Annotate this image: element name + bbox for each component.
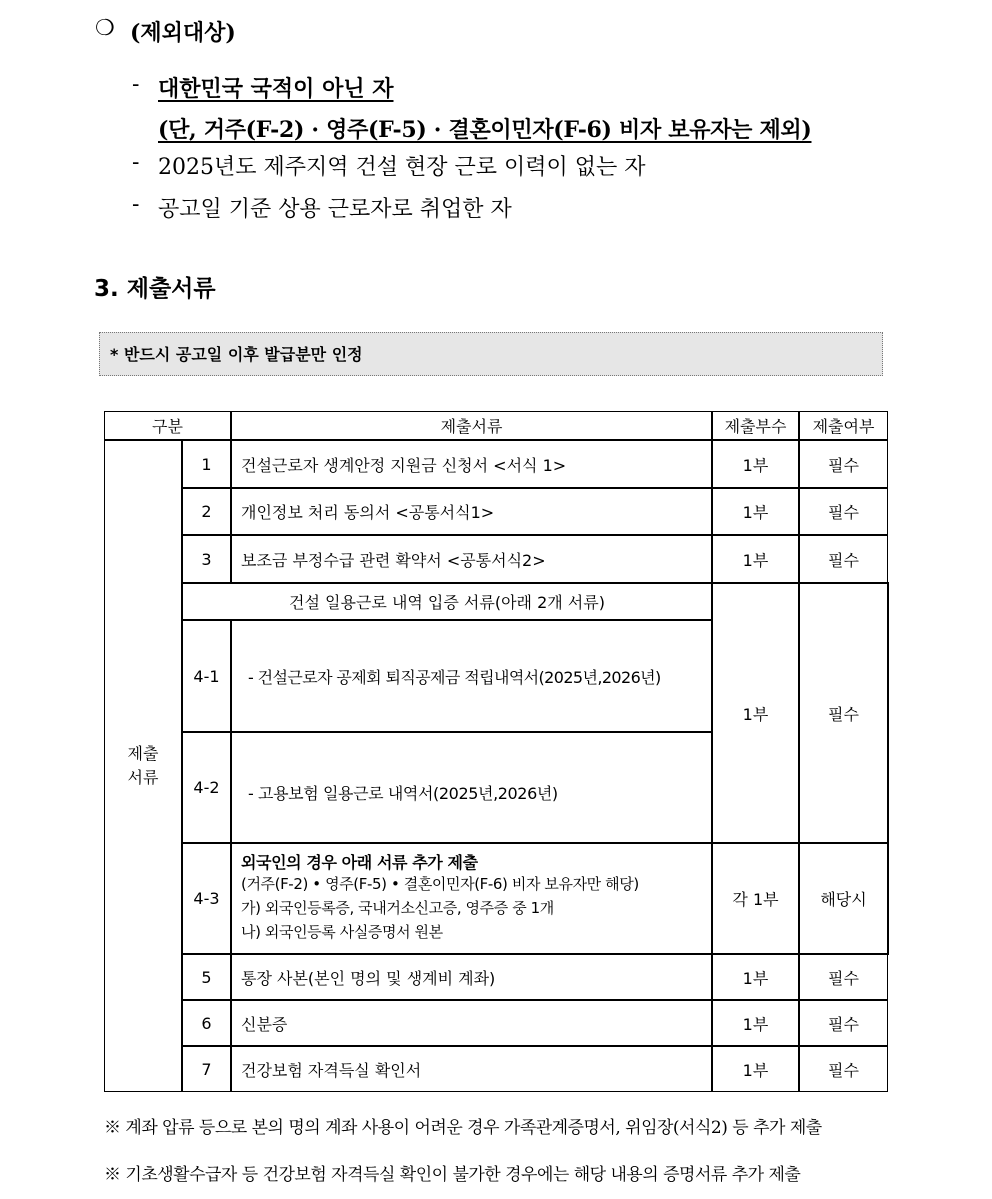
- note-account: ※ 계좌 압류 등으로 본의 명의 계좌 사용이 어려운 경우 가족관계증명서, 위임장(서식2) 등 추가 제출: [104, 1118, 822, 1138]
- row-document-foreign: [231, 843, 712, 954]
- exclusion-item-exception: (단, 거주(F-2) · 영주(F-5) · 결혼이민자(F-6) 비자 보유자는 제외): [158, 117, 812, 143]
- row-count: 1부: [712, 1046, 799, 1092]
- row-document: - 고용보험 일용근로 내역서(2025년,2026년): [231, 732, 712, 843]
- exclusion-item-employed: 공고일 기준 상용 근로자로 취업한 자: [158, 197, 512, 222]
- row-document: 신분증: [231, 1000, 712, 1046]
- row-number: 6: [182, 1000, 231, 1046]
- exclusion-heading: (제외대상): [130, 20, 236, 46]
- row-number: 3: [182, 535, 231, 583]
- row-required: 해당시: [799, 843, 888, 954]
- foreign-title: 외국인의 경우 아래 서류 추가 제출: [241, 852, 478, 872]
- row-count: 1부: [712, 1000, 799, 1046]
- circle-bullet-icon: ❍: [95, 16, 115, 41]
- note-basic-livelihood: ※ 기초생활수급자 등 건강보험 자격득실 확인이 불가한 경우에는 해당 내용의 증명서류 추가 제출: [104, 1165, 801, 1185]
- row-number: 5: [182, 954, 231, 1000]
- row-number: 2: [182, 488, 231, 535]
- group4-required: 필수: [799, 583, 888, 843]
- row-document: 통장 사본(본인 명의 및 생계비 계좌): [231, 954, 712, 1000]
- foreign-visa-line: (거주(F-2) • 영주(F-5) • 결혼이민자(F-6) 비자 보유자만 해당): [241, 874, 639, 893]
- header-count: 제출부수: [712, 411, 799, 440]
- row-number: 1: [182, 440, 231, 488]
- foreign-doc-b: 나) 외국인등록 사실증명서 원본: [241, 922, 443, 941]
- dash: -: [132, 72, 140, 97]
- row-count: 1부: [712, 954, 799, 1000]
- group-label: 제출 서류: [104, 440, 182, 1092]
- row-required: 필수: [799, 1046, 888, 1092]
- row-number: 7: [182, 1046, 231, 1092]
- row-document: 개인정보 처리 동의서 <공통서식1>: [231, 488, 712, 535]
- header-required: 제출여부: [799, 411, 888, 440]
- row-required: 필수: [799, 488, 888, 535]
- header-documents: 제출서류: [231, 411, 712, 440]
- dash: -: [132, 150, 140, 175]
- row-required: 필수: [799, 535, 888, 583]
- row-number: 4-1: [182, 620, 231, 732]
- group4-title: 건설 일용근로 내역 입증 서류(아래 2개 서류): [182, 583, 712, 620]
- group4-count: 1부: [712, 583, 799, 843]
- row-count: 각 1부: [712, 843, 799, 954]
- row-number: 4-3: [182, 843, 231, 954]
- dash: -: [132, 192, 140, 217]
- header-category: 구분: [104, 411, 231, 440]
- row-required: 필수: [799, 1000, 888, 1046]
- row-count: 1부: [712, 488, 799, 535]
- exclusion-item-no-history: 2025년도 제주지역 건설 현장 근로 이력이 없는 자: [158, 155, 646, 180]
- exclusion-item-non-citizen: 대한민국 국적이 아닌 자: [158, 76, 394, 102]
- row-required: 필수: [799, 954, 888, 1000]
- row-document: - 건설근로자 공제회 퇴직공제금 적립내역서(2025년,2026년): [231, 620, 712, 732]
- row-document: 건강보험 자격득실 확인서: [231, 1046, 712, 1092]
- row-count: 1부: [712, 535, 799, 583]
- row-count: 1부: [712, 440, 799, 488]
- row-document: 건설근로자 생계안정 지원금 신청서 <서식 1>: [231, 440, 712, 488]
- foreign-doc-a: 가) 외국인등록증, 국내거소신고증, 영주증 중 1개: [241, 898, 554, 917]
- notice-box: * 반드시 공고일 이후 발급분만 인정: [99, 332, 883, 376]
- row-required: 필수: [799, 440, 888, 488]
- row-number: 4-2: [182, 732, 231, 843]
- row-document: 보조금 부정수급 관련 확약서 <공통서식2>: [231, 535, 712, 583]
- section-title: 3. 제출서류: [94, 276, 216, 302]
